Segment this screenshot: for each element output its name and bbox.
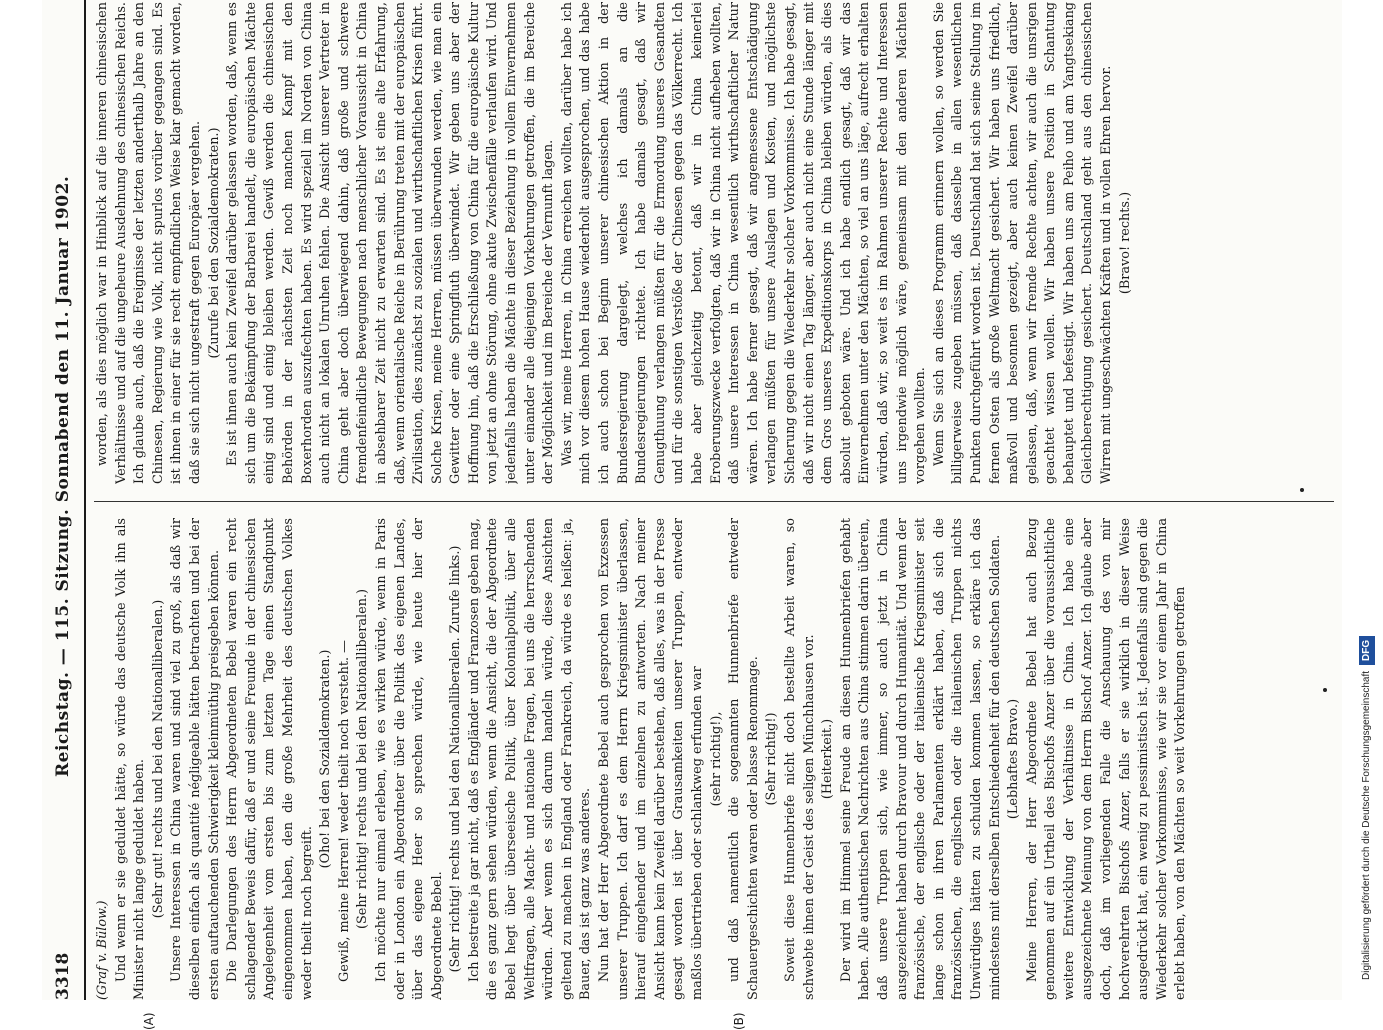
page-number: 3318 (53, 952, 73, 1000)
speck (1323, 688, 1327, 692)
interjection: (Zurufe bei den Sozialdemokraten.) (206, 127, 222, 359)
page-title: Reichstag. — 115. Sitzung. Sonnabend den 11. Januar 1902. (53, 175, 73, 777)
header-rule (84, 0, 86, 1000)
dfg-logo: DFG (1359, 636, 1375, 665)
interjection: (Oho! bei den Sozialdemokraten.) (318, 649, 334, 869)
paragraph: Unsere Interessen in China waren und sind viel zu groß, als daß wir dieselben einfach als quantité négligeable hätten betrachten und bei der ersten auftauchenden Schwierigkeit kleinmüthig preisgeben können. (169, 518, 222, 1000)
interjection: (Heiterkeit.) (820, 718, 836, 800)
interjection: (Sehr richtig! rechts und bei den Nationalliberalen.) (355, 588, 371, 930)
speaker-label: (Graf v. Bülow.) (95, 900, 110, 1000)
interjection: (Sehr richtig!) (764, 712, 780, 806)
left-column (94, 518, 1334, 1000)
paragraph: Ich bestreite ja gar nicht, daß es Engländer und Franzosen geben mag, die es ganz gern sehen würden, wenn die Ansicht, die der Abgeordnete Bebel hegt über überseeische Politik, über Kolonialpolitik, über alle Weltfragen, alle Macht- und nationale Fragen, bei uns die herrschenden würden. Aber wenn es sich darum handeln würde, diese Ansichten geltend zu machen in England oder Frankreich, da würde es heißen: ja, Bauer, das ist ganz was anderes. (466, 518, 594, 1000)
paragraph: Was wir, meine Herren, in China erreichen wollten, darüber habe ich mich vor diesem hohen Hause wiederholt ausgesprochen, und das habe ich auch schon bei Beginn unserer chinesischen Aktion in der Bundesregierung dargelegt, welches ich damals an die Bundesregierungen richtete. Ich habe damals gesagt, daß wir Genugthuung verlangen müßten für die Ermordung unseres Gesandten und für die sonstigen Verstöße der Chinesen gegen das Völkerrecht. Ich habe aber gleichzeitig betont, daß wir in China keinerlei Eroberungszwecke verfolgten, daß wir in China nicht aufheben wollten, daß unsere Interessen in China wesentlich wirthschaftlicher Natur wären. Ich habe ferner gesagt, daß wir angemessene Entschädigung verlangen müßten für unsere Auslagen und Kosten, und möglichste Sicherung gegen die Wiederkehr solcher Vorkommnisse. Ich habe gesagt, daß wir nicht einen Tag länger, aber auch nicht eine Stunde länger mit dem Gros unseres Expeditionskorps in China bleiben würden, als dies absolut geboten wäre. Und ich habe endlich gesagt, daß wir das Einvernehmen unter den Mächten, so viel an uns läge, aufrecht erhalten würden, daß wir, so weit es im Rahmen unserer Rechte und Interessen uns irgendwie möglich wäre, gemeinsam mit den anderen Mächten vorgehen wollten. (559, 2, 929, 484)
interjection: (Bravo! rechts.) (1117, 191, 1133, 295)
interjection: (Sehr gut! rechts und bei den Nationalliberalen.) (150, 599, 166, 919)
credit-text: Digitalisierung gefördert durch die Deutsche Forschungsgemeinschaft (1361, 670, 1372, 980)
paragraph: Und wenn er sie geduldet hätte, so würde das deutsche Volk ihn als Minister nicht lange geduldet haben. (113, 518, 148, 1000)
paragraph: und daß namentlich die sogenannten Hunnenbriefe entweder Schauergeschichten waren oder blasse Renommage. (727, 518, 761, 1000)
paragraph: Wenn Sie sich an dieses Programm erinnern wollen, so werden Sie billigerweise zugeben müssen, daß dasselbe in allen wesentlichen Punkten durchgeführt worden ist. Deutschland hat sich seine Stellung im fernen Osten als große Weltmacht gesichert. Wir haben uns friedlich, maßvoll und besonnen gezeigt, aber auch keinen Zweifel darüber gelassen, daß, wenn wir fremde Rechte achten, wir auch die unsrigen geachtet wissen wollen. Wir haben unsere Position in Schantung behauptet und befestigt. Wir haben uns am Peiho und am Yangtsekiang Gleichberechtigung gesichert. Deutschland geht aus den chinesischen Wirren mit ungeschwächten Kräften und in vollen Ehren hervor. (931, 2, 1115, 484)
paragraph: Die Darlegungen des Herrn Abgeordneten Bebel waren ein recht schlagender Beweis dafür, daß er und seine Freunde in der chinesischen Angelegenheit vom ersten bis zum letzten Tage einen Standpunkt eingenommen haben, den die große Mehrheit des deutschen Volkes weder theilt noch begreift. (225, 518, 315, 1000)
rotated-page (42, 0, 1342, 1030)
right-column (94, 2, 1334, 484)
paragraph: Soweit diese Hunnenbriefe nicht doch bestellte Arbeit waren, so schwebte ihnen der Geist des seligen Münchhausen vor. (782, 518, 817, 1000)
paragraph: Es ist ihnen auch kein Zweifel darüber gelassen worden, daß, wenn es sich um die Bekämpfung der Barbarei handelt, die europäischen Mächte einig sind und einig bleiben werden. Gewiß werden die chinesischen Behörden in der nächsten Zeit noch manchen Kampf mit den Boxerhorden auszufechten haben. Es wird speziell im Norden von China auch nicht an lokalen Unruhen fehlen. Die Ansicht unserer Vertreter in China geht aber doch überwiegend dahin, daß große und schwere fremdenfeindliche Bewegungen nach menschlicher Voraussicht in China in absehbarer Zeit nicht zu erwarten sind. Es ist eine alte Erfahrung, daß, wenn orientalische Reiche in Berührung treten mit der europäischen Zivilisation, dies zunächst zu sozialen und wirthschaftlichen Krisen führt. Solche Krisen, meine Herren, müssen überwunden werden, wie man ein Gewitter oder eine Springfluth überwindet. Wir geben uns aber der Hoffnung hin, daß die Erschließung von China für die europäische Kultur von jetzt an ohne Störung, ohne akute Zwischenfälle verlaufen wird. Und jedenfalls haben die Mächte in dieser Beziehung in vollem Einvernehmen unter einander alle diejenigen Vorkehrungen getroffen, die im Bereiche der Möglichkeit und im Bereiche der Vernunft lagen. (225, 2, 557, 484)
digitization-credit (1359, 30, 1375, 980)
interjection: (sehr richtig!), (708, 711, 724, 807)
speck (1300, 488, 1304, 492)
page-header (42, 0, 84, 1000)
margin-marker-a: (A) (142, 1012, 156, 1030)
paragraph: Ich möchte nur einmal erleben, wie es wirken würde, wenn in Paris oder in London ein Abgeordneter über die Politik des eigenen Landes, über das eigene Heer so sprechen würde, wie heute hier der Abgeordnete Bebel. (373, 518, 445, 1000)
paragraph: Meine Herren, der Herr Abgeordnete Bebel hat auch Bezug genommen auf ein Urtheil des Bischofs Anzer über die voraussichtliche weitere Entwicklung der Verhältnisse in China. Ich habe eine ausgezeichnete Meinung von dem Herrn Bischof Anzer. Ich glaube aber doch, daß im vorliegenden Falle die Anschauung des von mir hochverehrten Bischofs Anzer, falls er sie wirklich in dieser Weise ausgedrückt hat, ein wenig zu pessimistisch ist. Jedenfalls sind gegen die Wiederkehr solcher Vorkommnisse, wie wir sie vor einem Jahr in China erlebt haben, von den Mächten so weit Vorkehrungen getroffen (1024, 518, 1189, 1000)
margin-marker-b: (B) (732, 1012, 746, 1030)
paragraph: Nun hat der Herr Abgeordnete Bebel auch gesprochen von Exzessen unserer Truppen. Ich darf es dem Herrn Kriegsminister überlassen, hierauf eingehender und im einzelnen zu antworten. Nach meiner Ansicht kann kein Zweifel darüber bestehen, daß alles, was in der Presse gesagt worden ist über Grausamkeiten unserer Truppen, entweder maßlos übertrieben oder schlankweg erfunden war (597, 518, 705, 1000)
paragraph: Gewiß, meine Herren! weder theilt noch versteht. — (336, 640, 352, 982)
interjection: (Lebhaftes Bravo.) (1006, 698, 1022, 820)
paragraph: Der wird im Himmel seine Freude an diesen Hunnenbriefen gehabt haben. Alle authentischen Nachrichten aus China stimmen darin überein, daß unsere Truppen sich, wie immer, so auch jetzt in China ausgezeichnet haben durch Bravour und durch Humanität. Und wenn der französische, der englische oder der italienische Kriegsminister seit lange schon in ihren Parlamenten erklärt haben, daß sich die französischen, die englischen oder die italienischen Truppen nichts Unwürdiges hätten zu schulden kommen lassen, so erkläre ich das mindestens mit derselben Entschiedenheit für den deutschen Soldaten. (838, 518, 1003, 1000)
column-divider (94, 501, 1334, 502)
interjection: (Sehr richtig! rechts und bei den Nationalliberalen. Zurufe links.) (448, 545, 464, 973)
paragraph: worden, als dies möglich war in Hinblick auf die inneren chinesischen Verhältnisse und auf die ungeheure Ausdehnung des chinesischen Reichs. Ich glaube auch, daß die Ereignisse der letzten anderthalb Jahre an den Chinesen, Regierung wie Volk, nicht spurlos vorüber gegangen sind. Es ist ihnen in einer für sie recht empfindlichen Weise klar gemacht worden, daß sie sich nicht ungestraft gegen Europäer vergehen. (95, 2, 203, 484)
